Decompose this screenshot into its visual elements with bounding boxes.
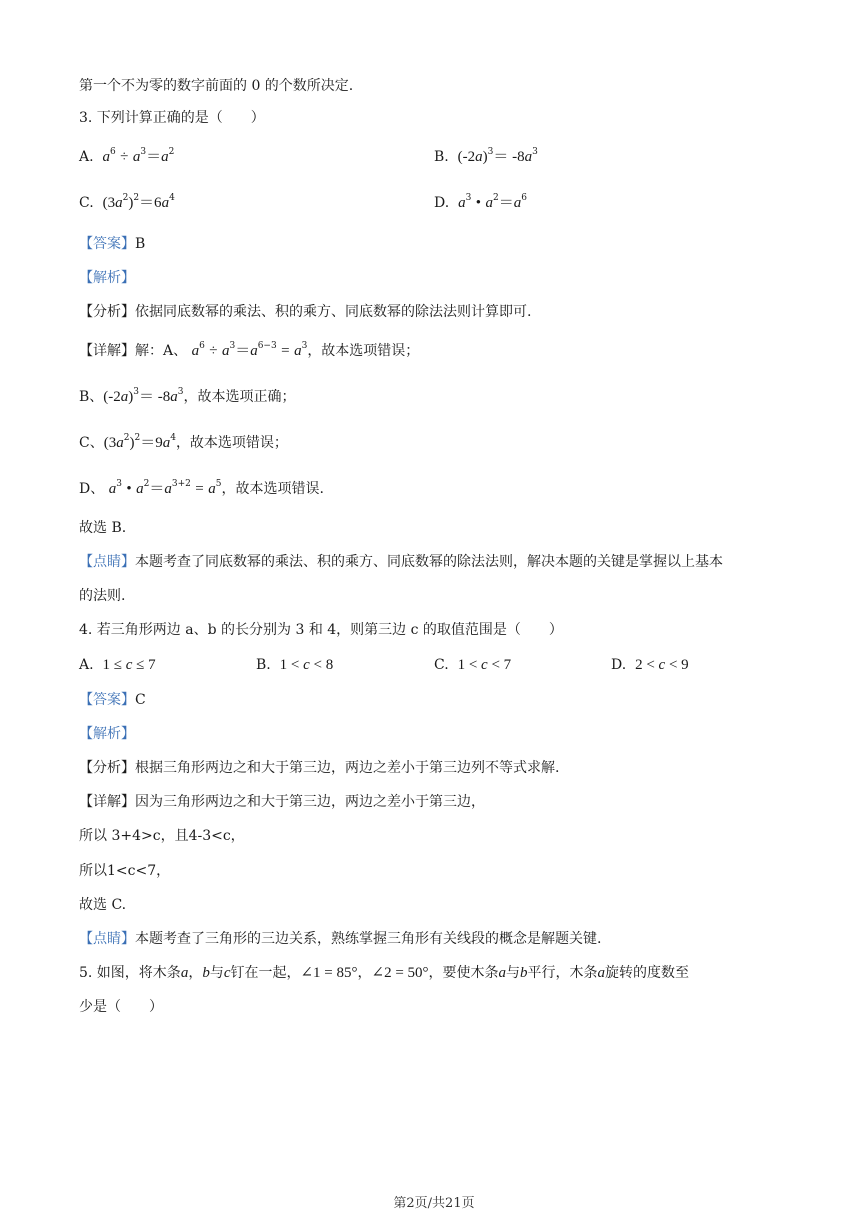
option-label: A.	[79, 149, 94, 165]
q3-xiangjie-a: 【详解】解：A、 $a^6 \div a^3=a^{6-3} = a^3$，故本选项错误；	[79, 341, 420, 359]
xiangjie-text: 因为三角形两边之和大于第三边，两边之差小于第三边，	[135, 794, 485, 810]
q5-text: 与	[506, 965, 521, 981]
b-conclusion: ，故本选项正确；	[183, 389, 296, 405]
xiangjie-tag: 【详解】	[79, 343, 135, 359]
q4-option-a: A. 1 ≤ c ≤ 7	[79, 657, 156, 673]
q5-text: 与	[209, 965, 224, 981]
fenxi-tag: 【分析】	[79, 760, 135, 776]
q3-fenxi	[79, 302, 531, 322]
q4-stem: 4. 若三角形两边 a、b 的长分别为 3 和 4，则第三边 c 的取值范围是（ ）	[79, 622, 563, 638]
answer-value: B	[135, 236, 146, 252]
q3-xiangjie-d: D、 $a^3$ • $a^2=a^{3+2} = a^5$，故本选项错误.	[79, 479, 324, 497]
answer-tag: 【答案】	[79, 236, 135, 252]
q3-option-d: D. $a^3$ • $a^2=a^6$	[434, 193, 527, 211]
q3-dianjing-cont: 的法则.	[79, 588, 126, 604]
q4-line2: 所以1<c<7，	[79, 863, 171, 879]
q4-line1: 所以 3+4>c，且4-3<c，	[79, 828, 245, 844]
q4-choose: 故选 C.	[79, 897, 127, 913]
option-label: C.	[79, 195, 94, 211]
a-conclusion: ，故本选项错误；	[307, 343, 420, 359]
q4-fenxi	[79, 758, 559, 778]
analysis-tag: 【解析】	[79, 726, 135, 742]
q3-answer	[79, 234, 145, 254]
c-conclusion: ，故本选项错误；	[175, 435, 288, 451]
d-conclusion: ，故本选项错误.	[221, 481, 324, 497]
dianjing-text: 本题考查了同底数幂的乘法、积的乘方、同底数幂的除法法则，解决本题的关键是掌握以上基本	[135, 554, 723, 570]
q4-analysis	[79, 724, 135, 744]
answer-value: C	[135, 692, 146, 708]
q3-option-a: A. $a^6 \div a^3=a^2$	[79, 147, 175, 165]
q3-option-c: C. $(3a^2)^2=6a^4$	[79, 193, 175, 211]
q5-text: ，要使木条	[428, 965, 499, 981]
fenxi-text: 依据同底数幂的乘法、积的乘方、同底数幂的除法法则计算即可.	[135, 304, 532, 320]
q5-stem-cont: 少是（ ）	[79, 999, 163, 1015]
q4-dianjing	[79, 929, 601, 949]
b-prefix: B、	[79, 389, 104, 405]
d-prefix: D、	[79, 481, 105, 497]
option-label: B.	[434, 149, 449, 165]
fenxi-text: 根据三角形两边之和大于第三边，两边之差小于第三边列不等式求解.	[135, 760, 560, 776]
q3-analysis	[79, 268, 135, 288]
q4-option-b: B. 1 < c < 8	[256, 657, 334, 673]
analysis-tag: 【解析】	[79, 270, 135, 286]
dianjing-tag: 【点睛】	[79, 554, 135, 570]
fenxi-tag: 【分析】	[79, 304, 135, 320]
q3-xiangjie-b: B、$(-2a)^3= -8a^3$，故本选项正确；	[79, 387, 296, 405]
q5-text: 钉在一起，	[230, 965, 301, 981]
intro-line: 第一个不为零的数字前面的 0 的个数所决定.	[79, 78, 354, 94]
q5-stem: 5. 如图，将木条a，b与c钉在一起，∠1 = 85°，∠2 = 50°，要使木条a与b平行，木条a旋转的度数至	[79, 965, 690, 981]
page-footer: 第2页/共21页	[393, 1196, 475, 1211]
q5-text: 旋转的度数至	[605, 965, 690, 981]
dianjing-text: 本题考查了三角形的三边关系，熟练掌握三角形有关线段的概念是解题关键.	[135, 931, 602, 947]
option-label: D.	[434, 195, 450, 211]
dianjing-tag: 【点睛】	[79, 931, 135, 947]
q3-option-b: B. $(-2a)^3= -8a^3$	[434, 147, 538, 165]
q3-choose: 故选 B.	[79, 520, 127, 536]
q4-option-c: C. 1 < c < 7	[434, 657, 512, 673]
q5-text: 平行，木条	[527, 965, 598, 981]
q3-stem: 3. 下列计算正确的是（ ）	[79, 110, 265, 126]
q3-dianjing	[79, 552, 723, 572]
q4-option-d: D. 2 < c < 9	[611, 657, 689, 673]
q3-xiangjie-c: C、$(3a^2)^2=9a^4$，故本选项错误；	[79, 433, 288, 451]
c-prefix: C、	[79, 435, 104, 451]
xiangjie-prefix: 解：A、	[135, 343, 188, 359]
q4-xiangjie	[79, 792, 485, 812]
q4-answer	[79, 690, 146, 710]
xiangjie-tag: 【详解】	[79, 794, 135, 810]
answer-tag: 【答案】	[79, 692, 135, 708]
q5-text: 5. 如图，将木条	[79, 965, 181, 981]
